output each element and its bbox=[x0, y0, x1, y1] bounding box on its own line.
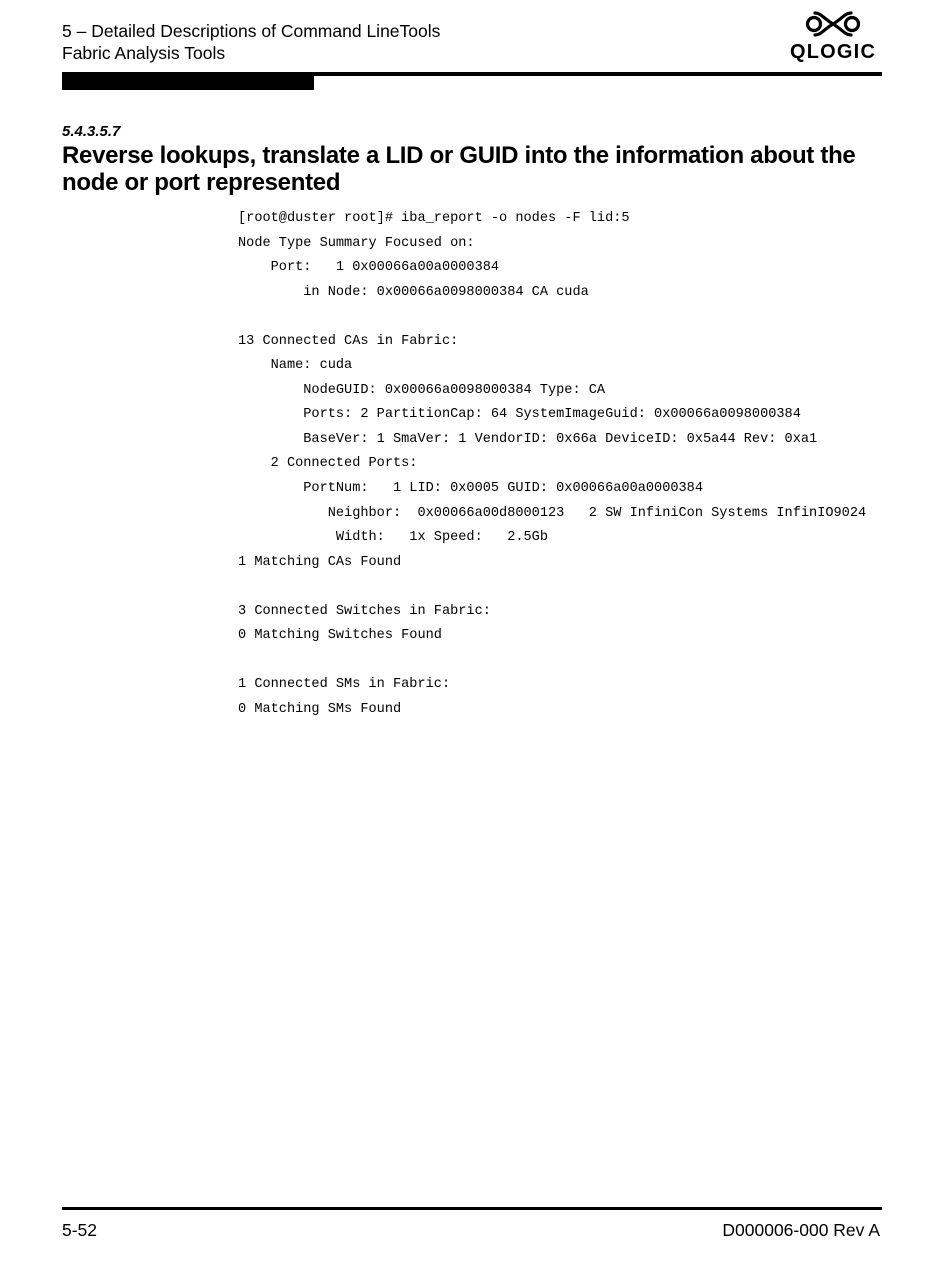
code-line: Port: 1 0x00066a00a0000384 bbox=[238, 260, 500, 276]
code-line: BaseVer: 1 SmaVer: 1 VendorID: 0x66a DeviceID: 0x5a44 Rev: 0xa1 bbox=[238, 431, 818, 447]
section-title: Reverse lookups, translate a LID or GUID into the information about the node or port represented bbox=[62, 142, 856, 196]
code-line: [root@duster root]# iba_report -o nodes -F lid:5 bbox=[238, 211, 630, 226]
code-line: 3 Connected Switches in Fabric: bbox=[238, 603, 491, 619]
code-line: Name: cuda bbox=[238, 358, 353, 374]
running-header bbox=[62, 20, 440, 64]
code-line: Node Type Summary Focused on: bbox=[238, 235, 475, 251]
code-line bbox=[238, 305, 866, 330]
command-output-block bbox=[238, 207, 866, 722]
code-line bbox=[238, 649, 866, 674]
code-line: NodeGUID: 0x00066a0098000384 Type: CA bbox=[238, 382, 606, 398]
header-chapter: 5 – Detailed Descriptions of Command LineTools bbox=[62, 21, 441, 41]
code-line: 2 Connected Ports: bbox=[238, 456, 418, 472]
section-number: 5.4.3.5.7 bbox=[62, 123, 121, 140]
footer-rule bbox=[62, 1207, 882, 1210]
code-line: Width: 1x Speed: 2.5Gb bbox=[238, 530, 548, 546]
code-line: 0 Matching SMs Found bbox=[238, 701, 402, 717]
code-line: 13 Connected CAs in Fabric: bbox=[238, 333, 459, 349]
code-line: 0 Matching Switches Found bbox=[238, 628, 442, 644]
logo-wordmark: QLOGIC bbox=[790, 41, 877, 63]
code-line: 1 Connected SMs in Fabric: bbox=[238, 677, 451, 693]
qlogic-logo-mark-icon bbox=[790, 10, 882, 40]
code-line: in Node: 0x00066a0098000384 CA cuda bbox=[238, 284, 589, 300]
code-line: 1 Matching CAs Found bbox=[238, 554, 402, 570]
document-id: D000006-000 Rev A bbox=[722, 1220, 880, 1240]
code-line: Neighbor: 0x00066a00d8000123 2 SW InfiniCon Systems InfinIO9024 bbox=[238, 505, 867, 521]
code-line: PortNum: 1 LID: 0x0005 GUID: 0x00066a00a0000384 bbox=[238, 481, 703, 497]
header-section: Fabric Analysis Tools bbox=[62, 43, 226, 63]
page-number: 5-52 bbox=[62, 1220, 98, 1240]
header-tab-bar bbox=[62, 74, 314, 90]
code-line: Ports: 2 PartitionCap: 64 SystemImageGuid: 0x00066a0098000384 bbox=[238, 407, 801, 423]
qlogic-logo bbox=[790, 10, 882, 64]
code-line bbox=[238, 575, 866, 600]
